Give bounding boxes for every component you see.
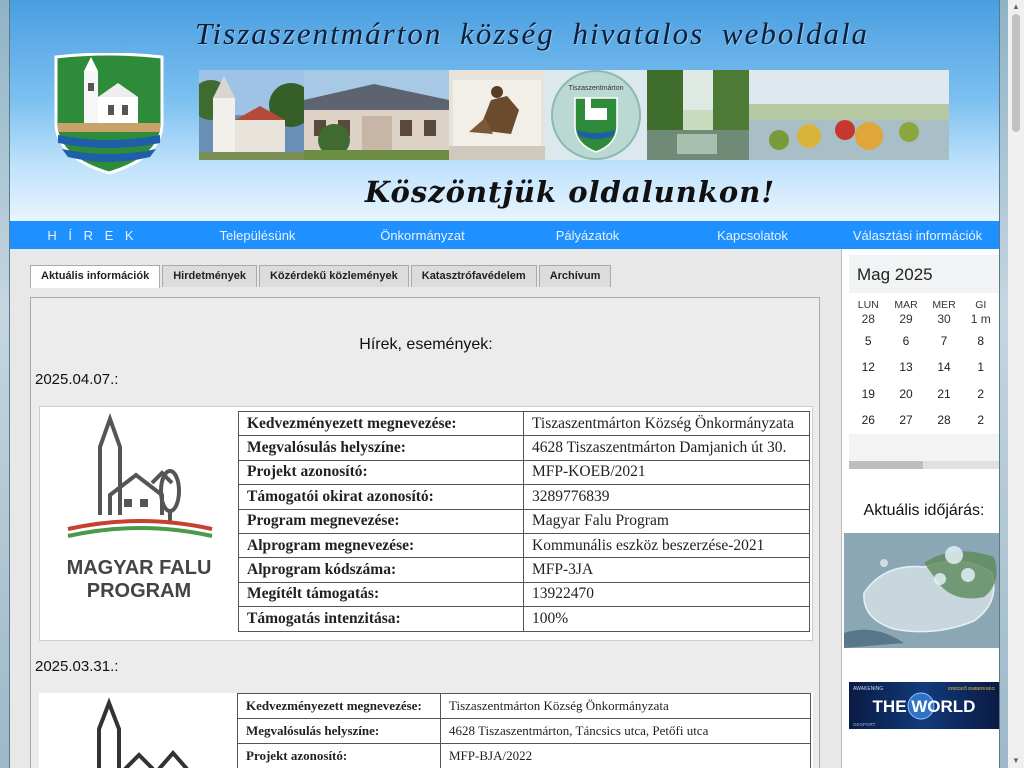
page-scrollbar[interactable] — [1008, 0, 1024, 768]
village-house-icon — [39, 693, 237, 768]
tab-panel — [30, 297, 820, 768]
info-value: Tiszaszentmárton Község Önkormányzata — [441, 694, 811, 719]
calendar-weekday[interactable] — [963, 294, 999, 328]
calendar-week-row — [850, 381, 999, 408]
calendar-header-row — [850, 294, 999, 328]
calendar-day[interactable]: 8 — [963, 328, 999, 355]
coat-of-arms-logo[interactable] — [50, 53, 168, 175]
day-number: 30 — [937, 312, 951, 326]
site-title: Tiszaszentmárton község hivatalos weboldala — [195, 16, 870, 51]
info-row — [239, 582, 810, 606]
main-nav — [10, 221, 1000, 249]
calendar-weekday[interactable] — [850, 294, 888, 328]
nav-valasztasi-informaciok[interactable]: Választási információk — [852, 227, 983, 243]
post-date: 2025.04.07.: — [35, 371, 119, 388]
calendar-scroll-thumb[interactable] — [849, 461, 923, 469]
calendar-weekday[interactable] — [925, 294, 963, 328]
section-heading: Hírek, események: — [359, 336, 493, 353]
info-label: Program megnevezése: — [239, 509, 524, 533]
weather-radar-map[interactable] — [844, 533, 1000, 648]
tab-kozerdeku-kozlemenyek[interactable]: Közérdekű közlemények — [259, 265, 409, 287]
weekday-label: GI — [975, 299, 987, 311]
church-photo — [199, 70, 304, 160]
nav-kapcsolatok[interactable]: Kapcsolatok — [717, 227, 788, 243]
info-label: Projekt azonosító: — [239, 460, 524, 484]
page-scroll-thumb[interactable] — [1012, 14, 1020, 132]
info-row — [239, 460, 810, 484]
tab-hirdetmenyek[interactable]: Hirdetmények — [162, 265, 257, 287]
info-value: Kommunális eszköz beszerzése-2021 — [524, 533, 810, 557]
info-value: Tiszaszentmárton Község Önkormányzata — [524, 412, 810, 436]
info-value: 100% — [524, 607, 810, 631]
calendar-day[interactable]: 6 — [887, 328, 925, 355]
village-house-icon — [40, 407, 238, 557]
info-row — [239, 412, 810, 436]
calendar-day[interactable]: 5 — [850, 328, 888, 355]
info-row — [238, 694, 811, 719]
calendar-month: Mag 2025 — [857, 265, 933, 284]
banner-bottom-left: GEOPORT — [853, 722, 876, 727]
info-label: Alprogram kódszáma: — [239, 558, 524, 582]
monument-photo — [449, 70, 545, 160]
nav-telepulesunk[interactable]: Településünk — [219, 227, 296, 243]
tab-bar — [30, 265, 613, 287]
river-forest-photo — [647, 70, 749, 160]
info-value: 13922470 — [524, 582, 810, 606]
calendar-week-row — [850, 407, 999, 434]
calendar-day[interactable]: 2 — [963, 381, 999, 408]
nav-palyazatok[interactable]: Pályázatok — [555, 227, 620, 243]
info-value: 4628 Tiszaszentmárton Damjanich út 30. — [524, 436, 810, 460]
calendar-day[interactable]: 19 — [850, 381, 888, 408]
the-world-banner[interactable] — [849, 682, 999, 729]
info-value: MFP-KOEB/2021 — [524, 460, 810, 484]
info-row — [238, 744, 811, 768]
village-badge-photo — [545, 70, 647, 160]
project-info-table — [237, 693, 811, 768]
info-label: Alprogram megnevezése: — [239, 533, 524, 557]
info-label: Kedvezményezett megnevezése: — [238, 694, 441, 719]
calendar-grid — [849, 293, 999, 434]
tab-aktualis-informaciok[interactable]: Aktuális információk — [30, 265, 160, 288]
info-row — [239, 485, 810, 509]
lake-garden-photo — [749, 70, 949, 160]
info-label: Kedvezményezett megnevezése: — [239, 412, 524, 436]
calendar-day[interactable]: 13 — [887, 354, 925, 381]
info-row — [239, 607, 810, 631]
info-row — [239, 509, 810, 533]
info-value: 3289776839 — [524, 485, 810, 509]
day-number: 28 — [861, 312, 875, 326]
info-label: Megvalósulás helyszíne: — [239, 436, 524, 460]
calendar-week-row — [850, 354, 999, 381]
info-row — [239, 533, 810, 557]
scroll-up-arrow-icon[interactable]: ▲ — [1012, 2, 1020, 11]
calendar-weekday[interactable] — [887, 294, 925, 328]
calendar-day[interactable]: 27 — [887, 407, 925, 434]
header-photo-strip — [199, 70, 949, 160]
weekday-label: MER — [932, 299, 956, 311]
welcome-slogan: Köszöntjük oldalunkon! — [364, 175, 776, 209]
tab-katasztrofavedelem[interactable]: Katasztrófavédelem — [411, 265, 537, 287]
project-info-table — [238, 411, 810, 632]
calendar-day[interactable]: 7 — [925, 328, 963, 355]
calendar-day[interactable]: 26 — [850, 407, 888, 434]
day-number: 1 m — [970, 312, 991, 326]
info-value: 4628 Tiszaszentmárton, Táncsics utca, Petőfi utca — [441, 719, 811, 744]
banner-top-left: AWAKENING — [853, 686, 884, 692]
post-date: 2025.03.31.: — [35, 658, 119, 675]
weather-title: Aktuális időjárás: — [863, 502, 985, 519]
news-image-bja[interactable] — [39, 693, 813, 768]
info-row — [239, 436, 810, 460]
info-label: Megvalósulás helyszíne: — [238, 719, 441, 744]
town-hall-photo — [304, 70, 449, 160]
calendar-day[interactable]: 14 — [925, 354, 963, 381]
scroll-down-arrow-icon[interactable]: ▼ — [1012, 756, 1020, 765]
calendar-day[interactable]: 21 — [925, 381, 963, 408]
calendar-week-row — [850, 328, 999, 355]
site-header — [10, 0, 1000, 221]
banner-top-right: EREDEŐ EMBERISÉG — [947, 686, 995, 691]
calendar-day[interactable]: 2 — [963, 407, 999, 434]
info-label: Támogatás intenzitása: — [239, 607, 524, 631]
info-label: Megítélt támogatás: — [239, 582, 524, 606]
info-value: MFP-3JA — [524, 558, 810, 582]
main-content — [10, 249, 842, 768]
calendar-day[interactable]: 20 — [887, 381, 925, 408]
info-value: MFP-BJA/2022 — [441, 744, 811, 768]
magyar-falu-logo — [40, 407, 238, 640]
calendar-day[interactable]: 12 — [850, 354, 888, 381]
info-label: Projekt azonosító: — [238, 744, 441, 768]
day-number: 29 — [899, 312, 913, 326]
sidebar — [843, 249, 1000, 768]
info-value: Magyar Falu Program — [524, 509, 810, 533]
logo-line-2: PROGRAM — [86, 580, 192, 602]
news-image-magyar-falu[interactable] — [39, 406, 813, 641]
info-row — [239, 558, 810, 582]
calendar-scrollbar[interactable] — [849, 461, 999, 469]
calendar-day[interactable]: 1 — [963, 354, 999, 381]
info-label: Támogatói okirat azonosító: — [239, 485, 524, 509]
info-row — [238, 719, 811, 744]
calendar-widget[interactable] — [849, 255, 999, 469]
page — [9, 0, 1000, 768]
banner-word: THE WORLD — [872, 697, 976, 716]
nav-onkormanyzat[interactable]: Önkormányzat — [380, 227, 465, 243]
calendar-day[interactable]: 28 — [925, 407, 963, 434]
nav-hirek[interactable]: H Í R E K — [47, 227, 138, 243]
weekday-label: LUN — [857, 299, 879, 311]
weekday-label: MAR — [894, 299, 918, 311]
tab-archivum[interactable]: Archívum — [539, 265, 612, 287]
badge-text: Tiszaszentmárton — [568, 85, 624, 92]
logo-line-1: MAGYAR FALU — [66, 557, 212, 579]
